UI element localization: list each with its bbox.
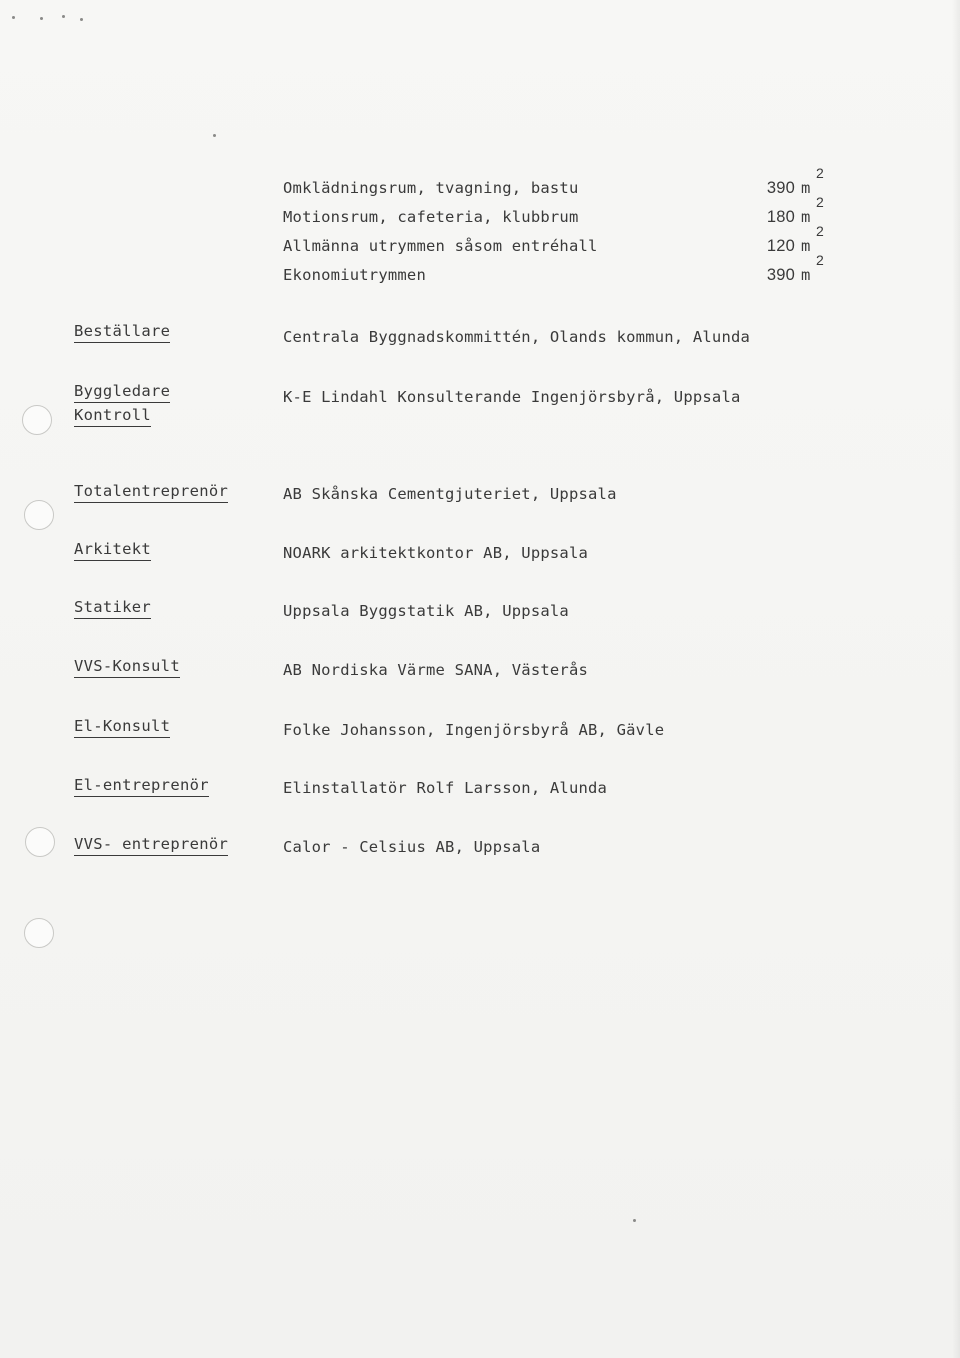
role-label: Kontroll <box>74 405 151 427</box>
area-row-unit: m <box>801 208 811 226</box>
area-row-label: Ekonomiutrymmen <box>283 266 426 284</box>
area-row-unit: m <box>801 266 811 284</box>
paper-speck <box>80 18 83 21</box>
area-row <box>283 165 824 203</box>
punch-hole-mark <box>24 918 54 948</box>
paper-speck <box>633 1219 636 1222</box>
area-row-value: 390 <box>766 266 795 284</box>
area-row-exponent: 2 <box>816 165 824 181</box>
party-value-el-entreprenor: Elinstallatör Rolf Larsson, Alunda <box>283 779 608 797</box>
punch-hole-mark <box>25 827 55 857</box>
area-row-label: Omklädningsrum, tvagning, bastu <box>283 179 579 197</box>
area-row-unit: m <box>801 237 811 255</box>
party-label-bestallare <box>74 321 170 350</box>
party-label-totalentreprenor <box>74 481 228 510</box>
area-row <box>283 194 824 232</box>
punch-hole-mark <box>24 500 54 530</box>
party-value-el-konsult: Folke Johansson, Ingenjörsbyrå AB, Gävle <box>283 721 665 739</box>
party-value-vvs-entreprenor: Calor - Celsius AB, Uppsala <box>283 838 541 856</box>
page-edge-shadow <box>952 0 960 1358</box>
party-value-statiker: Uppsala Byggstatik AB, Uppsala <box>283 602 569 620</box>
area-row-exponent: 2 <box>816 194 824 210</box>
party-label-vvs-entreprenor <box>74 834 228 863</box>
role-label: Beställare <box>74 321 170 343</box>
area-row-value: 120 <box>766 237 795 255</box>
area-row-label: Motionsrum, cafeteria, klubbrum <box>283 208 579 226</box>
paper-speck <box>62 15 65 18</box>
party-label-arkitekt <box>74 539 151 568</box>
area-row-value: 180 <box>766 208 795 226</box>
area-row-unit: m <box>801 179 811 197</box>
role-label: Arkitekt <box>74 539 151 561</box>
party-value-arkitekt: NOARK arkitektkontor AB, Uppsala <box>283 544 589 562</box>
party-value-totalentreprenor: AB Skånska Cementgjuteriet, Uppsala <box>283 485 617 503</box>
area-row-value: 390 <box>766 179 795 197</box>
party-value-vvs-konsult: AB Nordiska Värme SANA, Västerås <box>283 661 589 679</box>
paper-speck <box>213 134 216 137</box>
paper-speck <box>12 16 15 19</box>
role-label: VVS- entreprenör <box>74 834 228 856</box>
punch-hole-mark <box>22 405 52 435</box>
area-row-label: Allmänna utrymmen såsom entréhall <box>283 237 598 255</box>
party-label-vvs-konsult <box>74 656 180 685</box>
area-row <box>283 252 824 290</box>
party-label-el-konsult <box>74 716 170 745</box>
area-row-exponent: 2 <box>816 252 824 268</box>
role-label: El-entreprenör <box>74 775 209 797</box>
area-row-exponent: 2 <box>816 223 824 239</box>
party-value-bestallare: Centrala Byggnadskommittén, Olands kommun, Alunda <box>283 328 751 346</box>
role-label: VVS-Konsult <box>74 656 180 678</box>
party-label-statiker <box>74 597 151 626</box>
role-label: Totalentreprenör <box>74 481 228 503</box>
party-label-el-entreprenor <box>74 775 209 804</box>
role-label: Byggledare <box>74 381 170 403</box>
party-value-byggledare: K-E Lindahl Konsulterande Ingenjörsbyrå, Uppsala <box>283 388 741 406</box>
area-row <box>283 223 824 261</box>
role-label: El-Konsult <box>74 716 170 738</box>
paper-speck <box>40 17 43 20</box>
role-label: Statiker <box>74 597 151 619</box>
party-label-byggledare <box>74 381 170 434</box>
